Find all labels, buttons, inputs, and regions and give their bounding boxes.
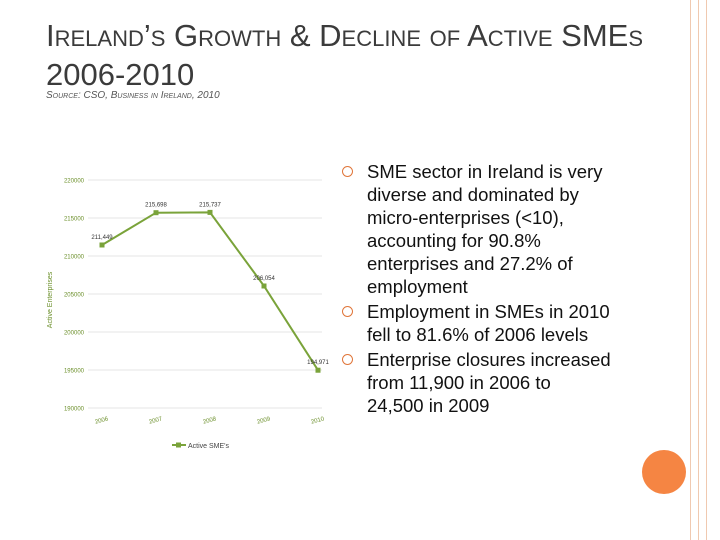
x-tick-label: 2008 <box>202 416 217 426</box>
data-point <box>100 242 105 247</box>
bullet-marker-icon <box>342 354 353 365</box>
y-tick-label: 205000 <box>63 292 84 299</box>
bullet-marker-icon <box>342 166 353 177</box>
y-tick-label: 210000 <box>63 254 84 261</box>
line-chart <box>40 160 330 460</box>
bullet-text: Enterprise closures increased from 11,900 in 2006 to 24,500 in 2009 <box>367 349 611 416</box>
bullet-item <box>342 160 612 298</box>
x-tick-label: 2009 <box>256 416 271 426</box>
bullet-list <box>342 160 612 419</box>
slide-subtitle: Source: CSO, Business in Ireland, 2010 <box>46 90 220 101</box>
decorative-frame <box>680 0 720 540</box>
y-tick-label: 220000 <box>63 178 84 185</box>
data-label: 211,449 <box>91 234 113 241</box>
legend-marker <box>176 443 181 448</box>
x-tick-label: 2010 <box>310 416 325 426</box>
bullet-item <box>342 348 612 417</box>
bullet-text: Employment in SMEs in 2010 fell to 81.6% of 2006 levels <box>367 301 610 345</box>
bullet-item <box>342 300 612 346</box>
data-label: 206,054 <box>253 275 275 282</box>
bullet-text: SME sector in Ireland is very diverse and dominated by micro-enterprises (<10), accounting for 90.8% enterprises and 27.2% of employment <box>367 161 603 297</box>
x-tick-label: 2007 <box>148 416 163 426</box>
data-point <box>262 283 267 288</box>
data-point <box>316 368 321 373</box>
data-label: 215,737 <box>199 202 221 209</box>
legend-label: Active SME's <box>188 443 230 450</box>
decorative-circle <box>642 450 686 494</box>
x-tick-label: 2006 <box>94 416 109 426</box>
y-tick-label: 200000 <box>63 330 84 337</box>
y-axis-label: Active Enterprises <box>47 271 54 329</box>
series-line-active-smes <box>102 212 318 370</box>
legend <box>172 443 230 451</box>
y-tick-label: 195000 <box>63 368 84 375</box>
data-point <box>208 210 213 215</box>
y-tick-label: 190000 <box>63 406 84 413</box>
data-label: 215,698 <box>145 202 167 209</box>
bullet-marker-icon <box>342 306 353 317</box>
data-point <box>154 210 159 215</box>
y-tick-label: 215000 <box>63 216 84 223</box>
data-label: 194,971 <box>307 360 329 367</box>
slide-title: Ireland’s Growth & Decline of Active SMEs 2006-2010 <box>46 18 643 92</box>
